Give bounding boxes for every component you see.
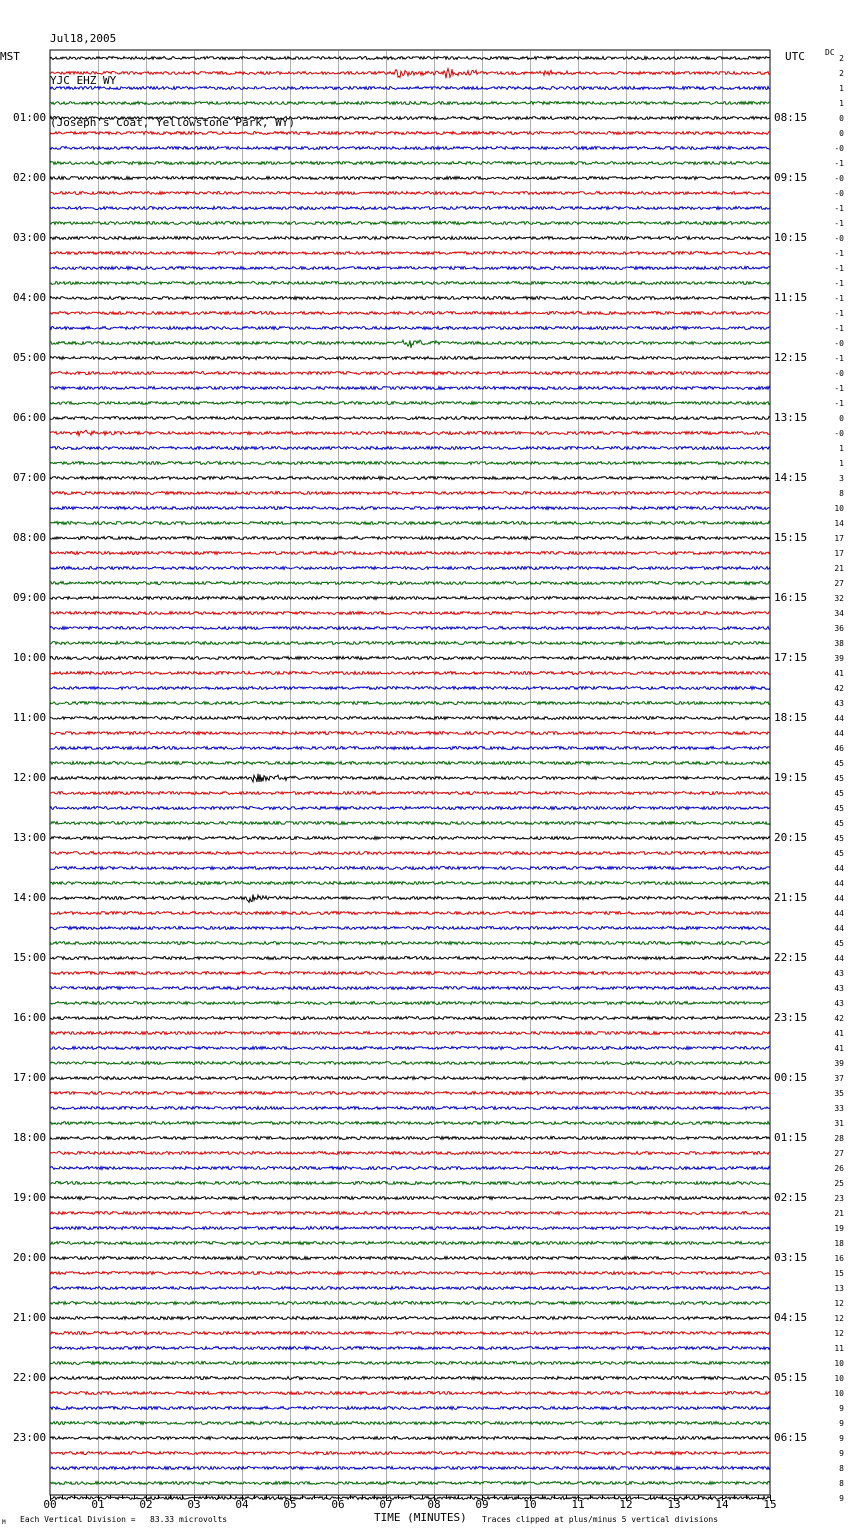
dc-offset-label: 46 xyxy=(834,744,844,753)
dc-offset-label: 23 xyxy=(834,1194,844,1203)
trace-92 xyxy=(50,1437,770,1440)
dc-offset-label: 43 xyxy=(834,999,844,1008)
trace-49 xyxy=(50,792,770,795)
trace-85 xyxy=(50,1332,770,1335)
dc-offset-label: 41 xyxy=(834,1044,844,1053)
trace-37 xyxy=(50,612,770,615)
vertical-division-note: Each Vertical Division = 83.33 microvolts xyxy=(20,1515,228,1524)
trace-57 xyxy=(50,912,770,915)
dc-offset-label: 9 xyxy=(839,1434,844,1443)
trace-16 xyxy=(50,297,770,300)
trace-8 xyxy=(50,177,770,180)
dc-offset-label: 9 xyxy=(839,1419,844,1428)
trace-46 xyxy=(50,747,770,750)
trace-95 xyxy=(50,1482,770,1485)
dc-offset-label: -1 xyxy=(834,219,844,228)
trace-55 xyxy=(50,882,770,885)
dc-offset-label: 41 xyxy=(834,1029,844,1038)
dc-offset-label: -0 xyxy=(834,174,844,183)
trace-26 xyxy=(50,447,770,450)
right-timezone-label: UTC xyxy=(785,50,805,63)
trace-5 xyxy=(50,132,770,135)
dc-offset-label: 3 xyxy=(839,474,844,483)
dc-offset-label: 25 xyxy=(834,1179,844,1188)
left-hour-label: 18:00 xyxy=(13,1131,47,1144)
dc-offset-label: 9 xyxy=(839,1449,844,1458)
dc-offset-label: 15 xyxy=(834,1269,844,1278)
left-hour-label: 14:00 xyxy=(13,891,47,904)
x-tick-label: 14 xyxy=(715,1498,729,1511)
dc-offset-label: 28 xyxy=(834,1134,844,1143)
trace-15 xyxy=(50,282,770,285)
dc-offset-label: 41 xyxy=(834,669,844,678)
dc-offset-label: 12 xyxy=(834,1314,844,1323)
right-hour-label: 22:15 xyxy=(774,951,808,964)
right-hour-label: 11:15 xyxy=(774,291,808,304)
trace-69 xyxy=(50,1092,770,1095)
trace-17 xyxy=(50,312,770,315)
dc-offset-label: -1 xyxy=(834,294,844,303)
dc-offset-label: 45 xyxy=(834,849,844,858)
dc-offset-label: 1 xyxy=(839,459,844,468)
trace-70 xyxy=(50,1107,770,1110)
dc-offset-label: 26 xyxy=(834,1164,844,1173)
dc-offset-label: 44 xyxy=(834,909,844,918)
left-hour-label: 02:00 xyxy=(13,171,47,184)
trace-33 xyxy=(50,552,770,555)
trace-31 xyxy=(50,522,770,525)
right-hour-label: 12:15 xyxy=(774,351,808,364)
dc-offset-label: 36 xyxy=(834,624,844,633)
trace-23 xyxy=(50,402,770,405)
left-hour-label: 05:00 xyxy=(13,351,47,364)
right-hour-label: 15:15 xyxy=(774,531,808,544)
trace-6 xyxy=(50,147,770,150)
trace-73 xyxy=(50,1152,770,1155)
trace-2 xyxy=(50,87,770,90)
left-hour-label: 09:00 xyxy=(13,591,47,604)
trace-88 xyxy=(50,1377,770,1380)
x-tick-label: 10 xyxy=(523,1498,537,1511)
dc-offset-label: 39 xyxy=(834,1059,844,1068)
dc-offset-label: 42 xyxy=(834,684,844,693)
right-hour-label: 13:15 xyxy=(774,411,808,424)
dc-offset-label: -1 xyxy=(834,384,844,393)
left-hour-label: 15:00 xyxy=(13,951,47,964)
trace-29 xyxy=(50,492,770,495)
left-hour-label: 08:00 xyxy=(13,531,47,544)
trace-27 xyxy=(50,462,770,465)
trace-83 xyxy=(50,1302,770,1305)
trace-82 xyxy=(50,1287,770,1290)
dc-offset-label: 8 xyxy=(839,1479,844,1488)
trace-18 xyxy=(50,327,770,330)
clipping-note: Traces clipped at plus/minus 5 vertical divisions xyxy=(482,1515,719,1524)
dc-offset-label: 42 xyxy=(834,1014,844,1023)
x-tick-label: 01 xyxy=(91,1498,105,1511)
right-hour-label: 03:15 xyxy=(774,1251,808,1264)
dc-offset-label: 10 xyxy=(834,1359,844,1368)
trace-56 xyxy=(50,894,770,902)
dc-offset-label: 13 xyxy=(834,1284,844,1293)
corner-mark: M xyxy=(2,1519,6,1526)
trace-51 xyxy=(50,822,770,825)
dc-offset-label: 9 xyxy=(839,1404,844,1413)
right-hour-label: 10:15 xyxy=(774,231,808,244)
trace-53 xyxy=(50,852,770,855)
x-tick-label: 15 xyxy=(763,1498,777,1511)
dc-offset-label: 8 xyxy=(839,1464,844,1473)
trace-12 xyxy=(50,237,770,240)
dc-offset-label: 44 xyxy=(834,879,844,888)
dc-offset-label: 43 xyxy=(834,699,844,708)
dc-offset-label: 27 xyxy=(834,1149,844,1158)
dc-offset-label: 43 xyxy=(834,984,844,993)
trace-78 xyxy=(50,1227,770,1230)
dc-offset-label: 32 xyxy=(834,594,844,603)
dc-offset-label: 45 xyxy=(834,804,844,813)
trace-54 xyxy=(50,867,770,870)
trace-42 xyxy=(50,687,770,690)
trace-30 xyxy=(50,507,770,510)
dc-offset-label: 0 xyxy=(839,414,844,423)
dc-offset-label: 27 xyxy=(834,579,844,588)
dc-offset-label: -0 xyxy=(834,189,844,198)
trace-11 xyxy=(50,222,770,225)
left-hour-label: 11:00 xyxy=(13,711,47,724)
trace-62 xyxy=(50,987,770,990)
trace-64 xyxy=(50,1017,770,1020)
right-hour-label: 14:15 xyxy=(774,471,808,484)
trace-3 xyxy=(50,102,770,105)
trace-4 xyxy=(50,117,770,120)
trace-58 xyxy=(50,927,770,930)
dc-offset-label: -1 xyxy=(834,309,844,318)
x-tick-label: 13 xyxy=(667,1498,681,1511)
dc-offset-label: 14 xyxy=(834,519,844,528)
left-hour-label: 13:00 xyxy=(13,831,47,844)
dc-offset-label: 45 xyxy=(834,834,844,843)
left-hour-label: 07:00 xyxy=(13,471,47,484)
trace-38 xyxy=(50,627,770,630)
trace-75 xyxy=(50,1182,770,1185)
dc-offset-label: -0 xyxy=(834,144,844,153)
dc-offset-label: 43 xyxy=(834,969,844,978)
trace-13 xyxy=(50,252,770,255)
trace-21 xyxy=(50,372,770,375)
left-hour-label: 10:00 xyxy=(13,651,47,664)
right-hour-label: 20:15 xyxy=(774,831,808,844)
trace-76 xyxy=(50,1197,770,1200)
trace-90 xyxy=(50,1407,770,1410)
trace-34 xyxy=(50,567,770,570)
trace-77 xyxy=(50,1212,770,1215)
x-axis-label: TIME (MINUTES) xyxy=(374,1511,467,1524)
dc-offset-label: 45 xyxy=(834,759,844,768)
dc-offset-label: -1 xyxy=(834,354,844,363)
left-hour-label: 03:00 xyxy=(13,231,47,244)
right-hour-label: 05:15 xyxy=(774,1371,808,1384)
x-tick-label: 08 xyxy=(427,1498,441,1511)
header-station: YJC EHZ WY xyxy=(50,74,117,87)
right-hour-label: 01:15 xyxy=(774,1131,808,1144)
right-hour-label: 00:15 xyxy=(774,1071,808,1084)
left-hour-label: 01:00 xyxy=(13,111,47,124)
dc-offset-label: -1 xyxy=(834,204,844,213)
left-hour-label: 17:00 xyxy=(13,1071,47,1084)
trace-43 xyxy=(50,702,770,705)
trace-91 xyxy=(50,1422,770,1425)
right-hour-label: 08:15 xyxy=(774,111,808,124)
trace-0 xyxy=(50,57,770,60)
trace-74 xyxy=(50,1167,770,1170)
dc-offset-label: 33 xyxy=(834,1104,844,1113)
dc-offset-label: 9 xyxy=(839,1494,844,1503)
left-hour-label: 22:00 xyxy=(13,1371,47,1384)
dc-offset-label: 45 xyxy=(834,939,844,948)
right-hour-label: 02:15 xyxy=(774,1191,808,1204)
dc-offset-label: 44 xyxy=(834,714,844,723)
trace-67 xyxy=(50,1062,770,1065)
trace-24 xyxy=(50,417,770,420)
trace-79 xyxy=(50,1242,770,1245)
trace-39 xyxy=(50,642,770,645)
dc-offset-label: 12 xyxy=(834,1299,844,1308)
dc-offset-label: 16 xyxy=(834,1254,844,1263)
trace-45 xyxy=(50,732,770,735)
dc-offset-label: 44 xyxy=(834,894,844,903)
trace-20 xyxy=(50,357,770,360)
dc-offset-label: 11 xyxy=(834,1344,844,1353)
dc-offset-label: 44 xyxy=(834,729,844,738)
trace-66 xyxy=(50,1047,770,1050)
trace-40 xyxy=(50,657,770,660)
dc-offset-label: -1 xyxy=(834,249,844,258)
dc-offset-label: 10 xyxy=(834,504,844,513)
trace-52 xyxy=(50,837,770,840)
trace-68 xyxy=(50,1077,770,1080)
trace-50 xyxy=(50,807,770,810)
trace-22 xyxy=(50,387,770,390)
left-hour-label: 20:00 xyxy=(13,1251,47,1264)
header-date: Jul18,2005 xyxy=(50,32,117,45)
dc-offset-label: 19 xyxy=(834,1224,844,1233)
dc-offset-label: 17 xyxy=(834,534,844,543)
trace-1 xyxy=(50,69,770,79)
trace-10 xyxy=(50,207,770,210)
trace-47 xyxy=(50,762,770,765)
trace-94 xyxy=(50,1467,770,1470)
trace-28 xyxy=(50,477,770,480)
dc-offset-label: -0 xyxy=(834,429,844,438)
dc-offset-label: -1 xyxy=(834,324,844,333)
right-hour-label: 17:15 xyxy=(774,651,808,664)
trace-32 xyxy=(50,537,770,540)
right-hour-label: 09:15 xyxy=(774,171,808,184)
dc-offset-label: 0 xyxy=(839,114,844,123)
dc-offset-label: 39 xyxy=(834,654,844,663)
trace-93 xyxy=(50,1452,770,1455)
left-hour-label: 16:00 xyxy=(13,1011,47,1024)
dc-offset-label: -1 xyxy=(834,159,844,168)
dc-offset-label: 17 xyxy=(834,549,844,558)
left-hour-label: 04:00 xyxy=(13,291,47,304)
x-tick-label: 03 xyxy=(187,1498,201,1511)
trace-72 xyxy=(50,1137,770,1140)
dc-offset-label: 45 xyxy=(834,774,844,783)
x-tick-label: 09 xyxy=(475,1498,489,1511)
dc-offset-label: 0 xyxy=(839,129,844,138)
dc-offset-label: -1 xyxy=(834,264,844,273)
left-hour-label: 19:00 xyxy=(13,1191,47,1204)
trace-86 xyxy=(50,1347,770,1350)
dc-offset-label: 44 xyxy=(834,864,844,873)
x-tick-label: 12 xyxy=(619,1498,633,1511)
trace-44 xyxy=(50,717,770,720)
x-tick-label: 07 xyxy=(379,1498,393,1511)
dc-offset-label: 1 xyxy=(839,444,844,453)
right-hour-label: 23:15 xyxy=(774,1011,808,1024)
dc-offset-label: 21 xyxy=(834,1209,844,1218)
dc-offset-label: 37 xyxy=(834,1074,844,1083)
dc-offset-label: 44 xyxy=(834,924,844,933)
dc-offset-label: 8 xyxy=(839,489,844,498)
dc-offset-label: 1 xyxy=(839,99,844,108)
dc-offset-label: 2 xyxy=(839,69,844,78)
trace-84 xyxy=(50,1317,770,1320)
dc-offset-label: 45 xyxy=(834,789,844,798)
dc-offset-label: -1 xyxy=(834,279,844,288)
trace-25 xyxy=(50,430,770,436)
dc-offset-label: 1 xyxy=(839,84,844,93)
right-hour-label: 16:15 xyxy=(774,591,808,604)
left-timezone-label: MST xyxy=(0,50,20,63)
dc-offset-label: 10 xyxy=(834,1374,844,1383)
left-hour-label: 12:00 xyxy=(13,771,47,784)
trace-59 xyxy=(50,942,770,945)
dc-offset-label: -1 xyxy=(834,399,844,408)
right-hour-label: 18:15 xyxy=(774,711,808,724)
trace-87 xyxy=(50,1362,770,1365)
dc-offset-label: 21 xyxy=(834,564,844,573)
trace-14 xyxy=(50,267,770,270)
dc-offset-label: 2 xyxy=(839,54,844,63)
x-tick-label: 05 xyxy=(283,1498,297,1511)
right-hour-label: 04:15 xyxy=(774,1311,808,1324)
dc-offset-label: 38 xyxy=(834,639,844,648)
right-hour-label: 19:15 xyxy=(774,771,808,784)
dc-offset-label: 10 xyxy=(834,1389,844,1398)
x-tick-label: 06 xyxy=(331,1498,345,1511)
trace-80 xyxy=(50,1257,770,1260)
x-tick-label: 00 xyxy=(43,1498,57,1511)
right-hour-label: 06:15 xyxy=(774,1431,808,1444)
trace-7 xyxy=(50,162,770,165)
trace-65 xyxy=(50,1032,770,1035)
dc-offset-label: 31 xyxy=(834,1119,844,1128)
dc-offset-label: -0 xyxy=(834,339,844,348)
x-tick-label: 11 xyxy=(571,1498,585,1511)
left-hour-label: 06:00 xyxy=(13,411,47,424)
dc-offset-label: 35 xyxy=(834,1089,844,1098)
left-hour-label: 23:00 xyxy=(13,1431,47,1444)
dc-offset-label: 18 xyxy=(834,1239,844,1248)
trace-48 xyxy=(50,774,770,782)
trace-89 xyxy=(50,1392,770,1395)
dc-offset-label: -0 xyxy=(834,234,844,243)
right-hour-label: 21:15 xyxy=(774,891,808,904)
trace-41 xyxy=(50,672,770,675)
trace-81 xyxy=(50,1272,770,1275)
dc-offset-label: -0 xyxy=(834,369,844,378)
dc-offset-label: 12 xyxy=(834,1329,844,1338)
x-tick-label: 04 xyxy=(235,1498,249,1511)
trace-60 xyxy=(50,957,770,960)
left-hour-label: 21:00 xyxy=(13,1311,47,1324)
trace-61 xyxy=(50,972,770,975)
dc-header-label: DC xyxy=(825,48,835,57)
header-location: (Joseph's Coat, Yellowstone Park, WY) xyxy=(50,116,296,129)
trace-35 xyxy=(50,582,770,585)
dc-offset-label: 44 xyxy=(834,954,844,963)
dc-offset-label: 34 xyxy=(834,609,844,618)
trace-19 xyxy=(50,340,770,348)
trace-9 xyxy=(50,192,770,195)
trace-71 xyxy=(50,1122,770,1125)
trace-63 xyxy=(50,1002,770,1005)
dc-offset-label: 45 xyxy=(834,819,844,828)
x-tick-label: 02 xyxy=(139,1498,153,1511)
trace-36 xyxy=(50,597,770,600)
